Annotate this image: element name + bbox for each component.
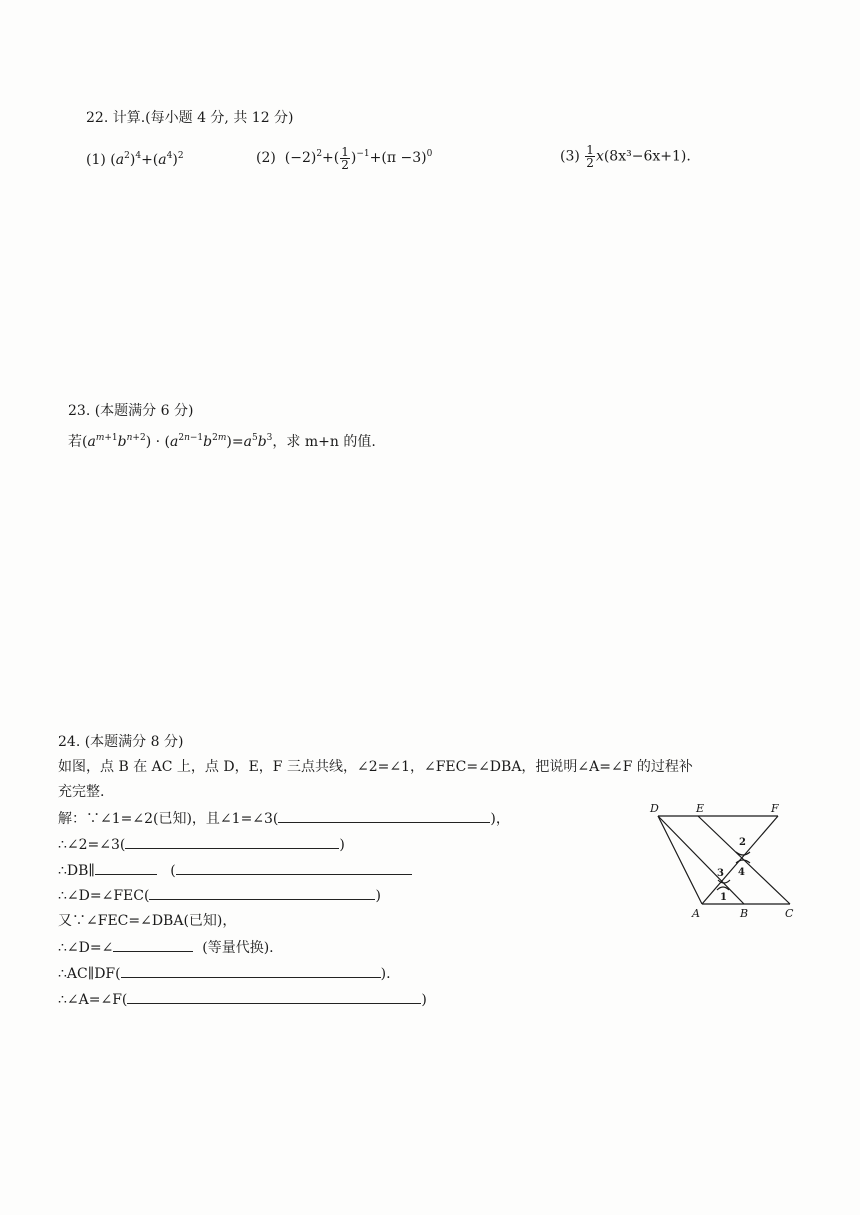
q24-step-6: ∴∠D=∠ (等量代换). — [58, 937, 274, 958]
q22-part2-label: (2) — [256, 150, 276, 166]
q24-intro-line1: 如图，点 B 在 AC 上，点 D，E，F 三点共线，∠2=∠1，∠FEC=∠DBA，把说明∠A=∠F 的过程补 — [58, 759, 693, 775]
q22-part1-expr: $(a^2)^4+(a^4)^2$ — [110, 151, 184, 168]
label-angle-4: 4 — [738, 867, 745, 878]
label-f: F — [771, 802, 779, 815]
answer-blank[interactable] — [125, 834, 339, 849]
q22-part3-tail: (8x³−6x+1). — [603, 148, 691, 165]
q22-part2 — [256, 144, 432, 171]
label-angle-3: 3 — [717, 868, 724, 879]
answer-blank[interactable] — [127, 989, 421, 1004]
label-c: C — [785, 907, 794, 920]
q22-part3-label: (3) — [560, 148, 580, 165]
label-angle-1: 1 — [720, 892, 727, 903]
q22-part3: (3) $\frac{1}{2}$ x(8x³−6x+1). — [560, 143, 691, 170]
q23-text-prefix: 若 — [68, 434, 82, 450]
q24-intro-line2: 充完整. — [58, 784, 105, 800]
label-b: B — [740, 907, 749, 920]
q24-step-5: 又∵∠FEC=∠DBA(已知)， — [58, 913, 237, 929]
q22-title: 22. 计算.(每小题 4 分, 共 12 分) — [86, 110, 294, 126]
answer-blank[interactable] — [95, 860, 157, 875]
q24-step-2: ∴∠2=∠3( ) — [58, 834, 345, 855]
answer-blank[interactable] — [176, 860, 412, 875]
q24-title: 24. (本题满分 8 分) — [58, 734, 184, 750]
label-angle-2: 2 — [739, 837, 746, 848]
q23-text-suffix: ，求 m+n 的值. — [272, 434, 376, 450]
q24-step-7: ∴AC∥DF( ). — [58, 963, 391, 984]
q22-part1 — [86, 146, 184, 170]
line-da — [658, 816, 702, 904]
answer-blank[interactable] — [149, 885, 375, 900]
line-db — [658, 816, 744, 904]
q24-step-3: ∴DB∥ ( — [58, 860, 412, 881]
answer-blank[interactable] — [113, 937, 193, 952]
answer-blank[interactable] — [278, 808, 490, 823]
label-d: D — [650, 802, 659, 815]
q22-part1-label: (1) — [86, 152, 106, 168]
q23-title: 23. (本题满分 6 分) — [68, 403, 194, 419]
q23-equation: $(a^{m+1}b^{n+2}) \cdot (a^{2n-1}b^{2m})=a^5b^3$ — [82, 433, 273, 450]
q22-part2-expr: $(-2)^2+$( $\frac{1}{2}$ )$^{-1}+(\pi -3)^0$ — [280, 144, 433, 172]
label-a: A — [692, 907, 700, 920]
label-e: E — [696, 802, 705, 815]
q24-step-4: ∴∠D=∠FEC( ) — [58, 885, 381, 906]
geometry-figure — [640, 796, 800, 921]
q24-step-8: ∴∠A=∠F( ) — [58, 989, 427, 1010]
q23-text — [68, 428, 376, 452]
answer-blank[interactable] — [121, 963, 381, 978]
q22-part3-fraction: $\frac{1}{2}$ — [586, 143, 594, 170]
q24-step-1: 解：∵∠1=∠2(已知)，且∠1=∠3( )， — [58, 808, 510, 829]
